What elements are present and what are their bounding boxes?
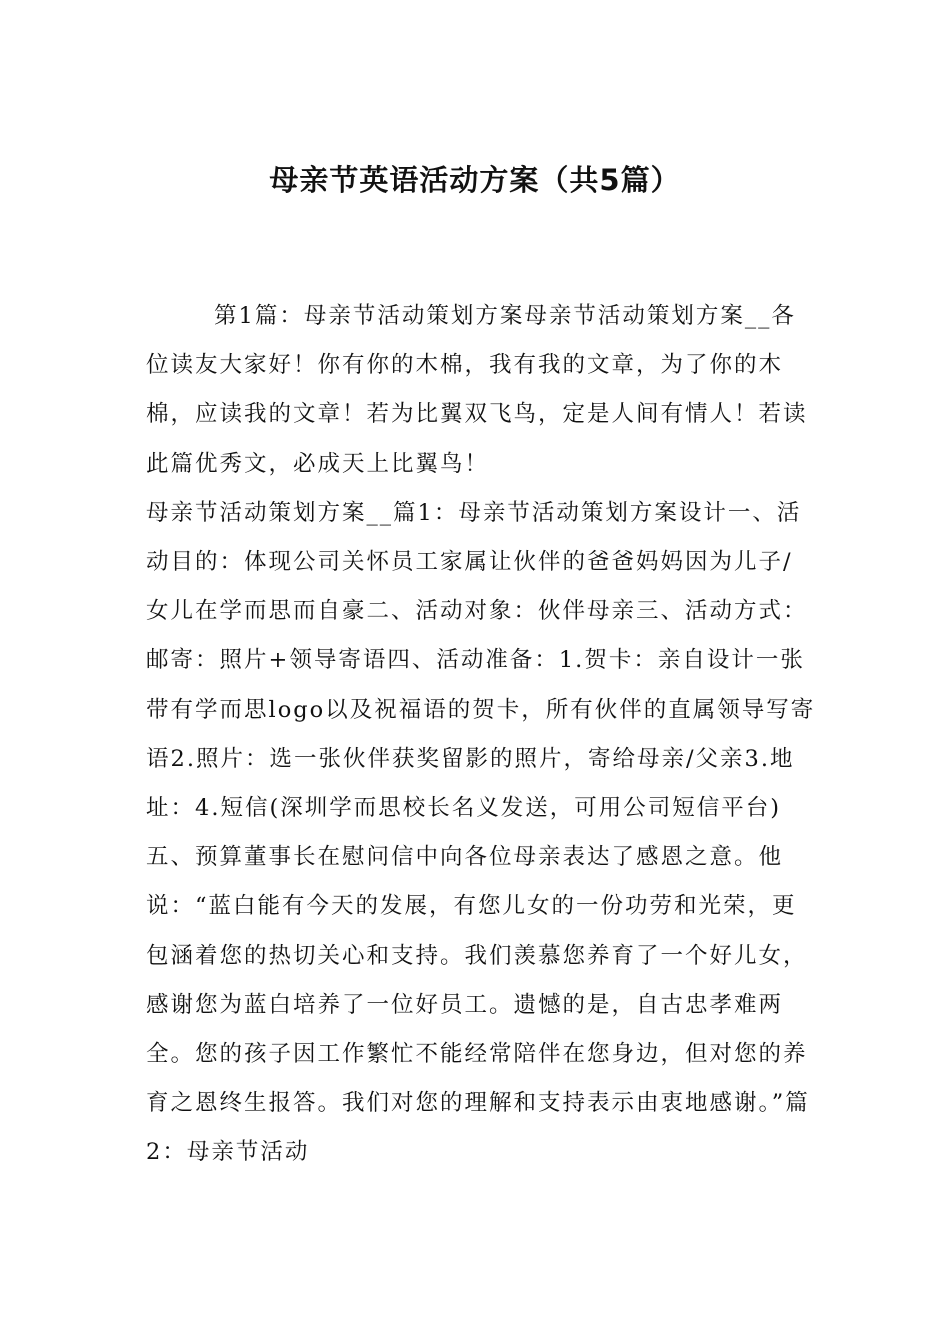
document-body	[146, 292, 816, 1178]
document-title: 母亲节英语活动方案（共5篇）	[269, 163, 681, 197]
paragraph-2: 母亲节活动策划方案__篇1：母亲节活动策划方案设计一、活动目的：体现公司关怀员工家属让伙伴的爸爸妈妈因为儿子/女儿在学而思而自豪二、活动对象：伙伴母亲三、活动方式：邮寄：照片+领导寄语四、活动准备：1.贺卡：亲自设计一张带有学而思logo以及祝福语的贺卡，所有伙伴的直属领导写寄语2.照片：选一张伙伴获奖留影的照片，寄给母亲/父亲3.地址：4.短信(深圳学而思校长名义发送，可用公司短信平台)五、预算董事长在慰问信中向各位母亲表达了感恩之意。他说：“蓝白能有今天的发展，有您儿女的一份功劳和光荣，更包涵着您的热切关心和支持。我们羡慕您养育了一个好儿女，感谢您为蓝白培养了一位好员工。遗憾的是，自古忠孝难两全。您的孩子因工作繁忙不能经常陪伴在您身边，但对您的养育之恩终生报答。我们对您的理解和支持表示由衷地感谢。”篇2：母亲节活动	[146, 499, 816, 1166]
paragraph-1: 第1篇：母亲节活动策划方案母亲节活动策划方案__各位读友大家好！你有你的木棉，我有我的文章，为了你的木棉，应读我的文章！若为比翼双飞鸟，定是人间有情人！若读此篇优秀文，必成天上比翼鸟！	[146, 303, 808, 477]
